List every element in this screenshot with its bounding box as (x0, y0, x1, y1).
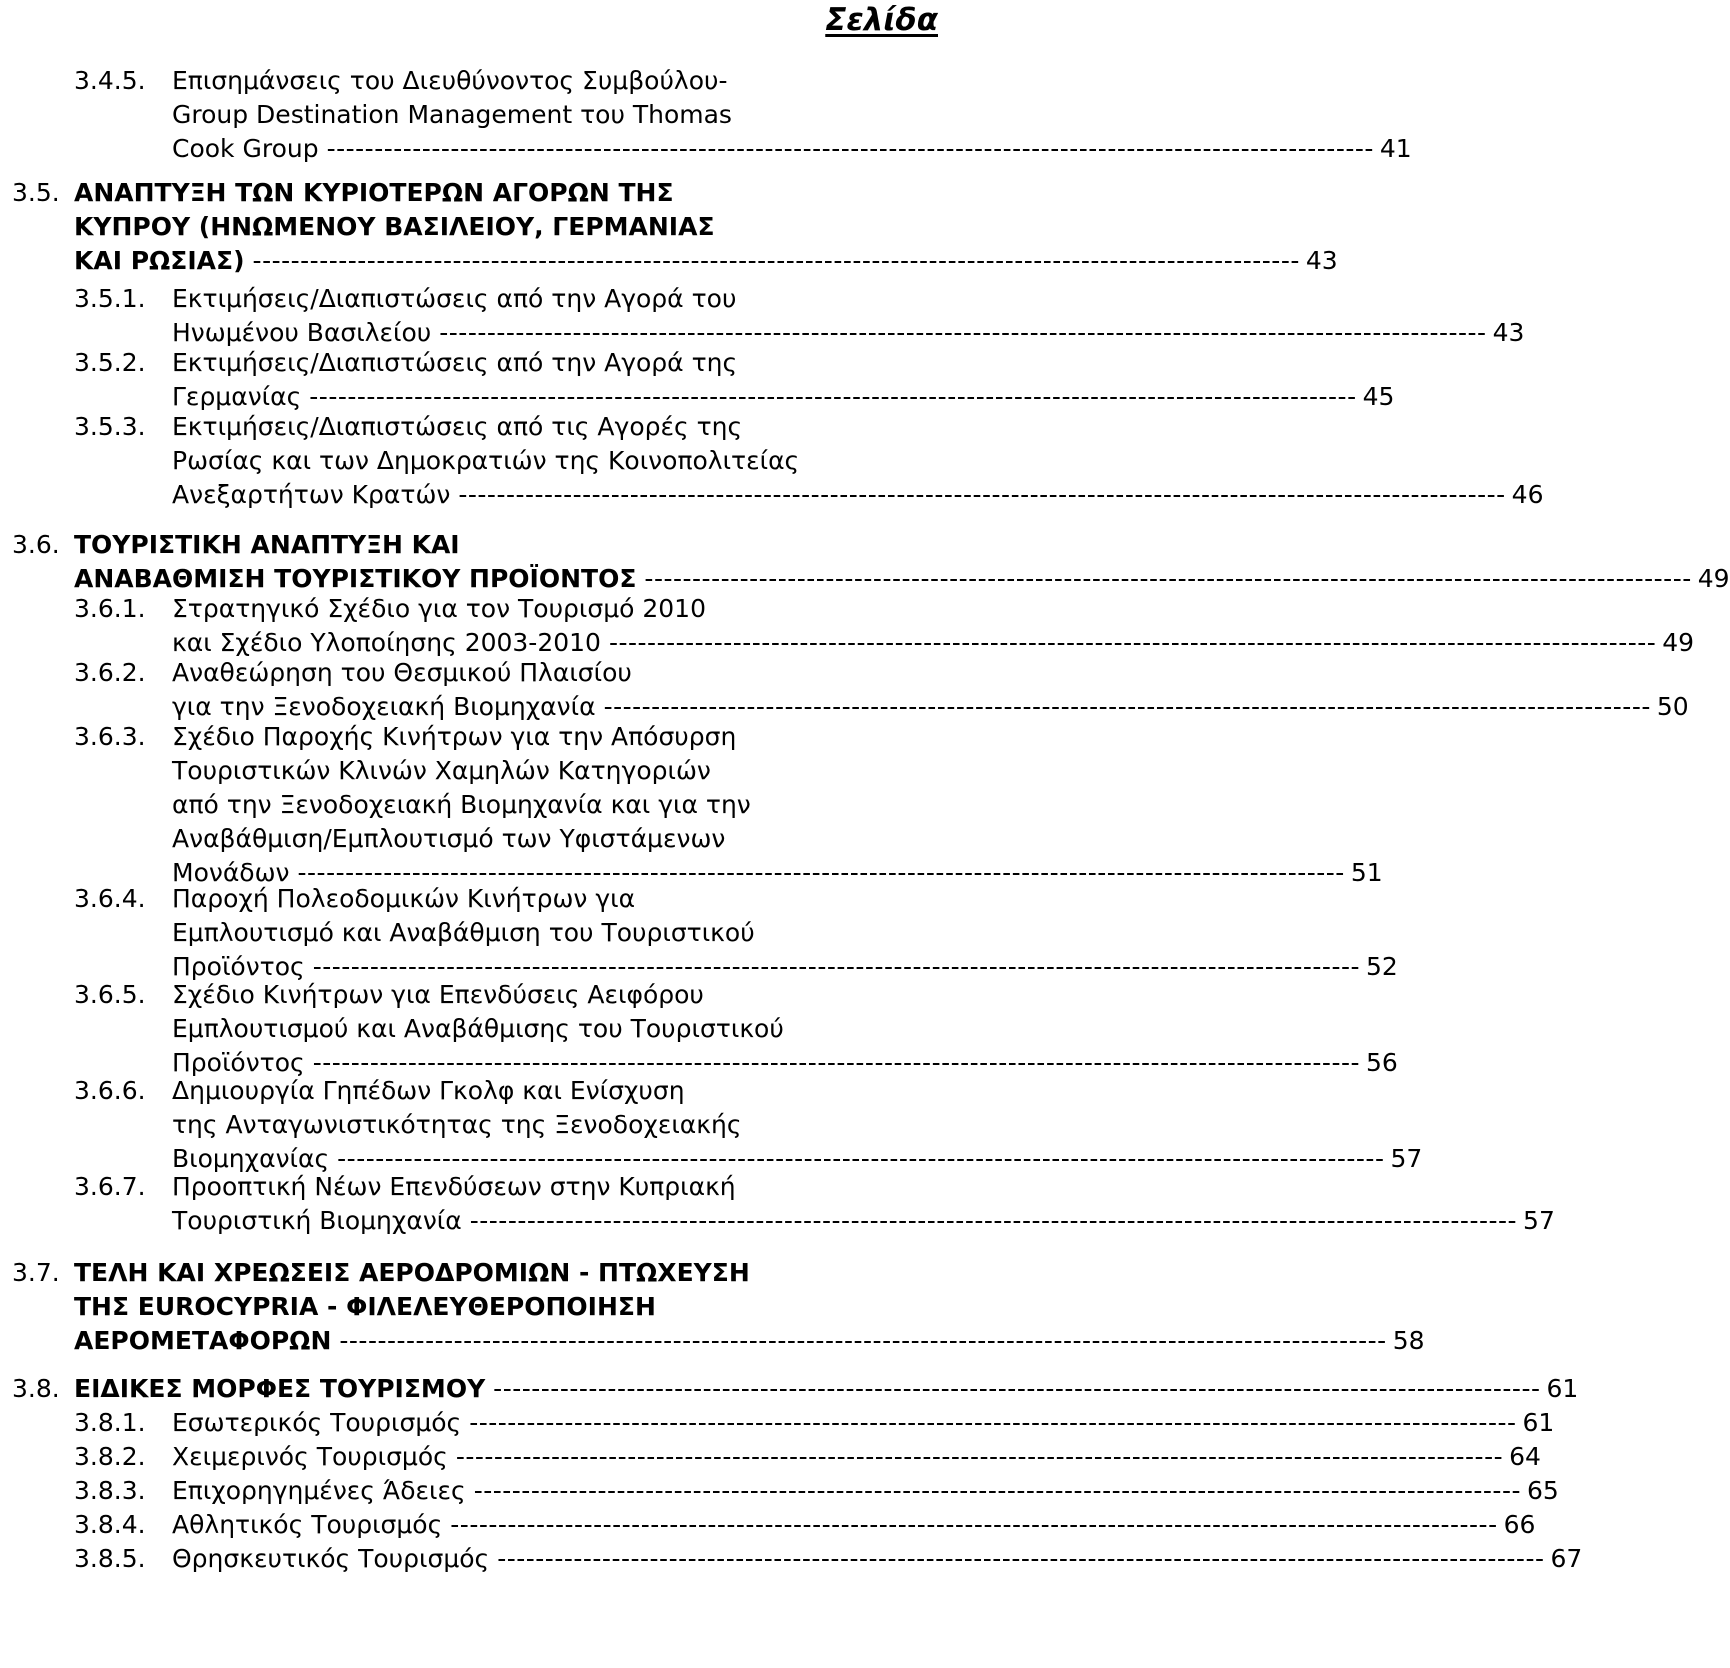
toc-entry-number: 3.6.7. (74, 1172, 146, 1201)
toc-entry-title: για την Ξενοδοχειακή Βιομηχανία (172, 692, 596, 721)
toc-entry-number: 3.6.4. (74, 884, 146, 913)
dot-leader: -------------------------------------------------------------------------------------------------------------- (469, 1206, 1518, 1235)
dot-leader: -------------------------------------------------------------------------------------------------------------- (603, 692, 1651, 721)
toc-entry-title: Group Destination Management του Thomas (172, 100, 732, 129)
dot-leader: -------------------------------------------------------------------------------------------------------------- (309, 382, 1357, 411)
dot-leader: -------------------------------------------------------------------------------------------------------------- (339, 1326, 1387, 1355)
toc-entry-number: 3.6.1. (74, 594, 146, 623)
dot-leader: -------------------------------------------------------------------------------------------------------------- (439, 318, 1487, 347)
toc-page-number: 50 (1656, 692, 1689, 721)
toc-entry-title: Σχέδιο Παροχής Κινήτρων για την Απόσυρση (172, 722, 737, 751)
toc-entry-number: 3.8.1. (74, 1408, 146, 1437)
toc-entry-title: Εκτιμήσεις/Διαπιστώσεις από τις Αγορές της (172, 412, 743, 441)
toc-entry-title: Εμπλουτισμό και Αναβάθμιση του Τουριστικού (172, 918, 755, 947)
toc-entry-title: Προϊόντος (172, 952, 305, 981)
toc-entry-number: 3.6. (12, 530, 60, 559)
toc-entry-title: ΤΕΛΗ ΚΑΙ ΧΡΕΩΣΕΙΣ ΑΕΡΟΔΡΟΜΙΩΝ - ΠΤΩΧΕΥΣΗ (74, 1258, 750, 1287)
toc-entry-title: Εκτιμήσεις/Διαπιστώσεις από την Αγορά της (172, 348, 738, 377)
toc-entry-title: από την Ξενοδοχειακή Βιομηχανία και για την (172, 790, 751, 819)
toc-entry-title: Δημιουργία Γηπέδων Γκολφ και Ενίσχυση (172, 1076, 685, 1105)
toc-page-number: 57 (1523, 1206, 1555, 1235)
toc-entry-number: 3.5.1. (74, 284, 146, 313)
toc-entry-number: 3.5.2. (74, 348, 146, 377)
toc-page-number: 58 (1392, 1326, 1425, 1355)
toc-page-number: 43 (1492, 318, 1525, 347)
toc-entry-title: ΤΟΥΡΙΣΤΙΚΗ ΑΝΑΠΤΥΞΗ ΚΑΙ (74, 530, 460, 559)
dot-leader: -------------------------------------------------------------------------------------------------------------- (312, 952, 1361, 981)
toc-page-number: 52 (1366, 952, 1398, 981)
toc-entry-title: Αναθεώρηση του Θεσμικού Πλαισίου (172, 658, 632, 687)
dot-leader: -------------------------------------------------------------------------------------------------------------- (493, 1374, 1541, 1403)
toc-entry-number: 3.6.3. (74, 722, 146, 751)
toc-entry-title: Ανεξαρτήτων Κρατών (172, 480, 451, 509)
toc-entry-title: Εκτιμήσεις/Διαπιστώσεις από την Αγορά του (172, 284, 737, 313)
dot-leader: -------------------------------------------------------------------------------------------------------------- (469, 1408, 1517, 1437)
toc-entry-title: ΕΙΔΙΚΕΣ ΜΟΡΦΕΣ ΤΟΥΡΙΣΜΟΥ (74, 1374, 486, 1403)
toc-entry-number: 3.8.4. (74, 1510, 146, 1539)
toc-entry-title: ΤΗΣ EUROCYPRIA - ΦΙΛΕΛΕΥΘΕΡΟΠΟΙΗΣΗ (74, 1292, 656, 1321)
toc-page-number: 65 (1527, 1476, 1559, 1505)
toc-entry-number: 3.8.3. (74, 1476, 146, 1505)
toc-entry-number: 3.8.2. (74, 1442, 146, 1471)
dot-leader: -------------------------------------------------------------------------------------------------------------- (473, 1476, 1521, 1505)
toc-page-number: 51 (1350, 858, 1383, 887)
toc-page-number: 66 (1503, 1510, 1536, 1539)
toc-entry-title: Θρησκευτικός Τουρισμός (172, 1544, 490, 1573)
toc-entry-title: Αθλητικός Τουρισμός (172, 1510, 443, 1539)
toc-page-number: 43 (1305, 246, 1338, 275)
toc-page-number: 41 (1379, 134, 1412, 163)
toc-page-number: 46 (1511, 480, 1544, 509)
toc-page-number: 64 (1509, 1442, 1541, 1471)
toc-entry-title: Σχέδιο Κινήτρων για Επενδύσεις Αειφόρου (172, 980, 704, 1009)
toc-entry-title: Στρατηγικό Σχέδιο για τον Τουρισμό 2010 (172, 594, 706, 623)
dot-leader: -------------------------------------------------------------------------------------------------------------- (326, 134, 1374, 163)
dot-leader: -------------------------------------------------------------------------------------------------------------- (312, 1048, 1361, 1077)
toc-entry-title: Τουριστικών Κλινών Χαμηλών Κατηγοριών (172, 756, 711, 785)
toc-entry-number: 3.6.5. (74, 980, 146, 1009)
toc-page-number: 57 (1390, 1144, 1423, 1173)
toc-entry-number: 3.6.6. (74, 1076, 146, 1105)
dot-leader: -------------------------------------------------------------------------------------------------------------- (337, 1144, 1385, 1173)
toc-page-number: 49 (1662, 628, 1695, 657)
toc-page-number: 49 (1697, 564, 1730, 593)
toc-entry-title: Προϊόντος (172, 1048, 305, 1077)
toc-page-number: 61 (1522, 1408, 1555, 1437)
dot-leader: -------------------------------------------------------------------------------------------------------------- (458, 480, 1506, 509)
toc-page-number: 67 (1550, 1544, 1583, 1573)
toc-entry-number: 3.6.2. (74, 658, 146, 687)
toc-entry-number: 3.8.5. (74, 1544, 146, 1573)
toc-entry-title: της Ανταγωνιστικότητας της Ξενοδοχειακής (172, 1110, 742, 1139)
toc-page-number: 45 (1362, 382, 1395, 411)
toc-entry-title: Επισημάνσεις του Διευθύνοντος Συμβούλου- (172, 66, 728, 95)
dot-leader: -------------------------------------------------------------------------------------------------------------- (252, 246, 1300, 275)
toc-entry-title: ΚΑΙ ΡΩΣΙΑΣ) (74, 246, 245, 275)
dot-leader: -------------------------------------------------------------------------------------------------------------- (497, 1544, 1545, 1573)
toc-entry-title: ΑΕΡΟΜΕΤΑΦΟΡΩΝ (74, 1326, 332, 1355)
toc-entry-title: Αναβάθμιση/Εμπλουτισμό των Υφιστάμενων (172, 824, 726, 853)
toc-entry-title: Επιχορηγημένες Άδειες (172, 1476, 466, 1505)
dot-leader: -------------------------------------------------------------------------------------------------------------- (644, 564, 1692, 593)
toc-entry-title: Τουριστική Βιομηχανία (172, 1206, 462, 1235)
toc-entry-title: Χειμερινός Τουρισμός (172, 1442, 448, 1471)
toc-entry-title: Γερμανίας (172, 382, 302, 411)
toc-page-number: 56 (1366, 1048, 1398, 1077)
toc-entry-number: 3.8. (12, 1374, 60, 1403)
toc-entry-title: ΚΥΠΡΟΥ (ΗΝΩΜΕΝΟΥ ΒΑΣΙΛΕΙΟΥ, ΓΕΡΜΑΝΙΑΣ (74, 212, 715, 241)
toc-entry-number: 3.5.3. (74, 412, 146, 441)
toc-entry-title: Ρωσίας και των Δημοκρατιών της Κοινοπολιτείας (172, 446, 800, 475)
toc-entry-title: Εσωτερικός Τουρισμός (172, 1408, 462, 1437)
dot-leader: -------------------------------------------------------------------------------------------------------------- (297, 858, 1345, 887)
toc-entry-title: Βιομηχανίας (172, 1144, 330, 1173)
toc-entry-title: ΑΝΑΒΑΘΜΙΣΗ ΤΟΥΡΙΣΤΙΚΟΥ ΠΡΟΪΟΝΤΟΣ (74, 564, 637, 593)
dot-leader: -------------------------------------------------------------------------------------------------------------- (450, 1510, 1498, 1539)
toc-entry-title: Μονάδων (172, 858, 290, 887)
toc-entry-number: 3.4.5. (74, 66, 146, 95)
toc-entry-title: Ηνωμένου Βασιλείου (172, 318, 432, 347)
toc-entry-title: Προοπτική Νέων Επενδύσεων στην Κυπριακή (172, 1172, 736, 1201)
toc-entry-title: Cook Group (172, 134, 319, 163)
toc-entry-number: 3.7. (12, 1258, 60, 1287)
toc-page-number: 61 (1546, 1374, 1579, 1403)
dot-leader: -------------------------------------------------------------------------------------------------------------- (608, 628, 1657, 657)
toc-entry-title: Εμπλουτισμού και Αναβάθμισης του Τουριστικού (172, 1014, 784, 1043)
toc-entry-title: ΑΝΑΠΤΥΞΗ ΤΩΝ ΚΥΡΙΟΤΕΡΩΝ ΑΓΟΡΩΝ ΤΗΣ (74, 178, 674, 207)
dot-leader: -------------------------------------------------------------------------------------------------------------- (455, 1442, 1504, 1471)
toc-entry-number: 3.5. (12, 178, 60, 207)
toc-entry-title: και Σχέδιο Υλοποίησης 2003-2010 (172, 628, 601, 657)
page-column-header: Σελίδα (825, 2, 938, 38)
toc-entry-title: Παροχή Πολεοδομικών Κινήτρων για (172, 884, 636, 913)
